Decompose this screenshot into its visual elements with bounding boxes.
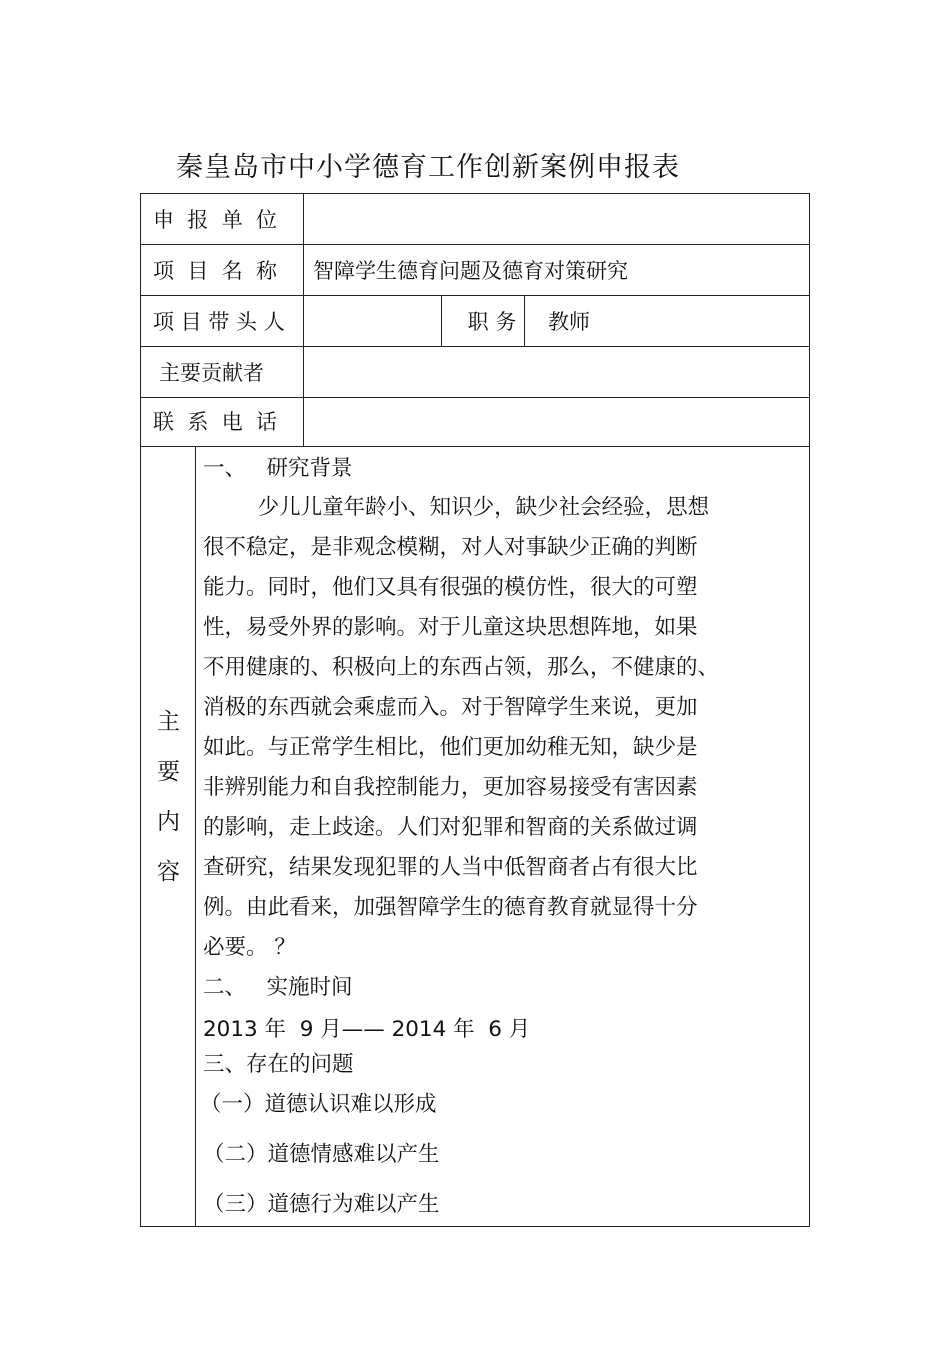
- main-content-label: [141, 447, 196, 1226]
- project-value: 智障学生德育问题及德育对策研究: [313, 259, 628, 283]
- row-leader: [141, 296, 809, 347]
- list-item: （三）道德行为难以产生: [203, 1192, 440, 1217]
- leader-value: [304, 296, 441, 346]
- paragraph-line: 消极的东西就会乘虚而入。对于智障学生来说，更加: [203, 695, 698, 720]
- paragraph-line: 必要。 ？: [203, 935, 296, 960]
- contributor-label: 主要贡献者: [141, 347, 304, 397]
- cell-divider: [441, 296, 442, 346]
- position-label: 职 务: [467, 310, 517, 334]
- application-form: [140, 193, 810, 1227]
- row-contributor: [141, 347, 809, 398]
- phone-label: 联 系 电 话: [141, 396, 304, 446]
- main-label-char: 内: [157, 809, 180, 835]
- list-item: （一）道德认识难以形成: [200, 1092, 437, 1117]
- position-value: 教师: [548, 310, 590, 334]
- main-label-char: 要: [157, 759, 180, 785]
- paragraph-line: 的影响，走上歧途。人们对犯罪和智商的关系做过调: [203, 815, 698, 840]
- main-label-char: 容: [157, 859, 180, 885]
- leader-label: 项 目 带 头 人: [141, 296, 304, 346]
- paragraph-line: 能力。同时，他们又具有很强的模仿性，很大的可塑: [203, 575, 698, 600]
- paragraph-line: 很不稳定，是非观念模糊，对人对事缺少正确的判断: [203, 535, 698, 560]
- unit-label: 申 报 单 位: [141, 194, 304, 244]
- paragraph-line: 性，易受外界的影响。对于儿童这块思想阵地，如果: [203, 615, 698, 640]
- date-range: 2013 年 9 月—— 2014 年 6 月: [203, 1017, 531, 1042]
- paragraph-line: 例。由此看来，加强智障学生的德育教育就显得十分: [203, 895, 698, 920]
- main-label-char: 主: [157, 709, 180, 735]
- paragraph-line: 查研究，结果发现犯罪的人当中低智商者占有很大比: [203, 855, 698, 880]
- row-phone: [141, 396, 809, 447]
- row-unit: [141, 194, 809, 245]
- list-item: （二）道德情感难以产生: [203, 1142, 440, 1167]
- section-heading: 一、 研究背景: [203, 456, 353, 481]
- page-title: 秦皇岛市中小学德育工作创新案例申报表: [176, 152, 680, 183]
- cell-divider: [524, 296, 525, 346]
- paragraph-line: 非辨别能力和自我控制能力，更加容易接受有害因素: [203, 775, 698, 800]
- section-heading: 二、 实施时间: [203, 975, 353, 1000]
- paragraph-line: 不用健康的、积极向上的东西占领，那么，不健康的、: [203, 655, 720, 680]
- row-project: [141, 245, 809, 296]
- paragraph-line: 少儿儿童年龄小、知识少，缺少社会经验，思想: [203, 495, 710, 520]
- contributor-value: [304, 347, 809, 397]
- project-label: 项 目 名 称: [141, 245, 304, 295]
- section-heading: 三、存在的问题: [203, 1052, 354, 1077]
- main-content: [200, 447, 809, 1226]
- phone-value: [304, 396, 809, 446]
- unit-value: [304, 194, 809, 244]
- paragraph-line: 如此。与正常学生相比，他们更加幼稚无知，缺少是: [203, 735, 698, 760]
